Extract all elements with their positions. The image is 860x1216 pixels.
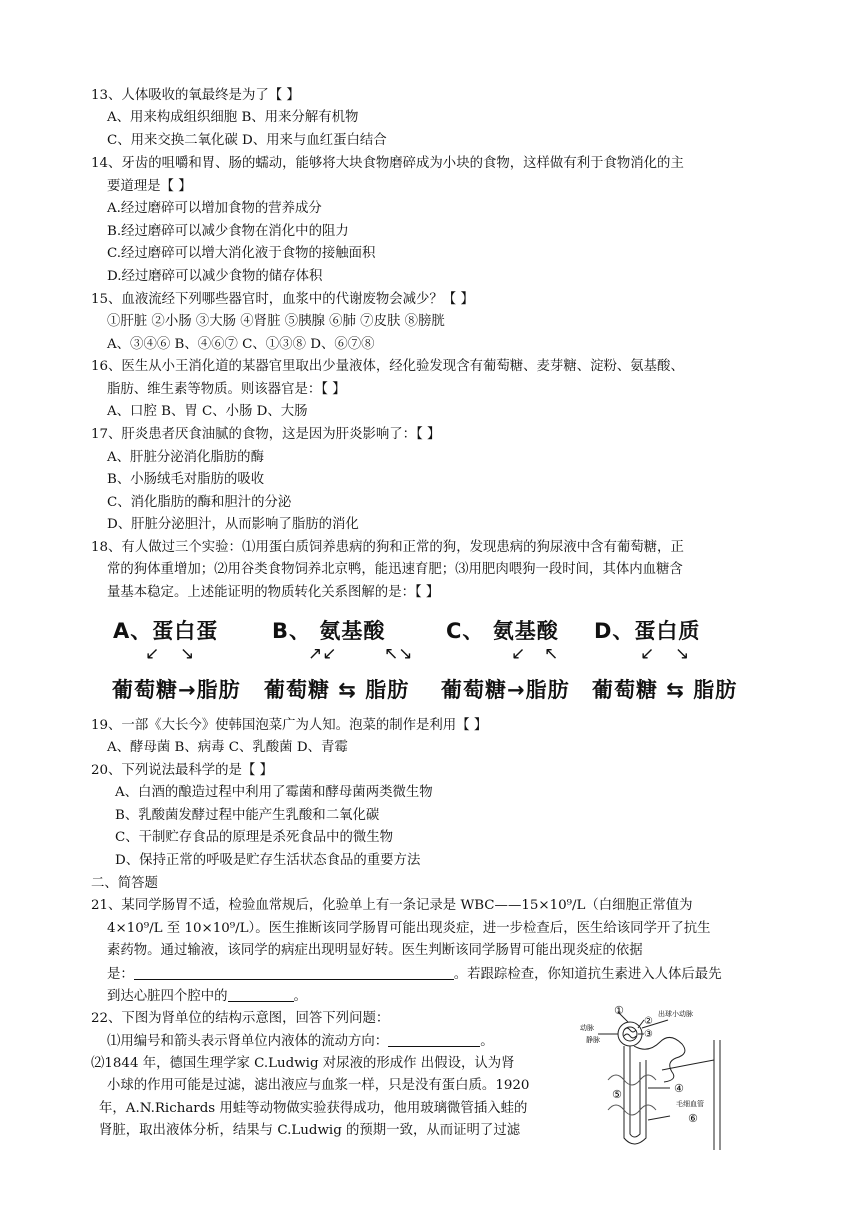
q20-stem: 20、下列说法最科学的是【 】 <box>91 763 273 778</box>
q20-option-c: C、干制贮存食品的原理是杀死食品中的微生物 <box>115 830 394 845</box>
q21-answer-blank-2[interactable] <box>228 987 294 1002</box>
q18-stem: 18、有人做过三个实验：⑴用蛋白质饲养患病的狗和正常的狗，发现患病的狗尿液中含有葡萄糖，正 <box>91 540 684 555</box>
q22-stem: 22、下图为肾单位的结构示意图，回答下列问题： <box>91 1011 390 1026</box>
q22-part2-line-4: 肾脏，取出液体分析，结果与 C.Ludwig 的预期一致，从而证明了过滤 <box>99 1123 521 1138</box>
q21-line5-prefix: 到达心脏四个腔中的 <box>107 989 228 1004</box>
q21-answer-blank-1[interactable] <box>134 965 454 980</box>
q13-options-ab: A、用来构成组织细胞 B、用来分解有机物 <box>107 110 359 125</box>
q17-option-a: A、肝脏分泌消化脂肪的酶 <box>107 450 264 465</box>
q13-stem: 13、人体吸收的氧最终是为了【 】 <box>91 88 300 103</box>
q21-line-3: 素药物。通过输液，该同学的病症出现明显好转。医生判断该同学肠胃可能出现炎症的依据 <box>107 943 643 958</box>
fig-label-capillary: 毛细血管 <box>676 1100 704 1108</box>
q22-part1-text: ⑴用编号和箭头表示肾单位内液体的流动方向： <box>107 1034 389 1049</box>
q19-options: A、酵母菌 B、病毒 C、乳酸菌 D、青霉 <box>107 740 348 755</box>
q17-option-c: C、消化脂肪的酶和胆汁的分泌 <box>107 495 292 510</box>
q16-stem: 16、医生从小王消化道的某器官里取出少量液体，经化验发现含有葡萄糖、麦芽糖、淀粉、氨基酸、 <box>91 359 684 374</box>
arrow-down-right-icon: ↘ <box>180 644 195 664</box>
fig-label-2: ② <box>644 1016 653 1027</box>
q20-option-d: D、保持正常的呼吸是贮存生活状态食品的重要方法 <box>115 853 421 868</box>
q22-part2-line-2: 小球的作用可能是过滤，滤出液应与血浆一样，只是没有蛋白质。1920 <box>107 1078 530 1093</box>
q21-line-2: 4×10⁹/L 至 10×10⁹/L）。医生推断该同学肠胃可能出现炎症，进一步检查后，医生给该同学开了抗生 <box>107 921 711 936</box>
q16-options: A、口腔 B、胃 C、小肠 D、大肠 <box>107 404 308 419</box>
section-heading: 二、简答题 <box>91 876 158 891</box>
q18-stem-cont: 常的狗体重增加；⑵用谷类食物饲养北京鸭，能迅速育肥；⑶用肥肉喂狗一段时间，其体内血糖含 <box>107 562 683 577</box>
q20-option-b: B、乳酸菌发酵过程中能产生乳酸和二氧化碳 <box>115 808 380 823</box>
fig-label-efferent-arteriole: 出球小动脉 <box>658 1010 693 1018</box>
fig-label-3: ③ <box>644 1029 653 1040</box>
q22-part1-end: 。 <box>480 1034 494 1049</box>
q21-line-1: 21、某同学肠胃不适，检验血常规后，化验单上有一条记录是 WBC——15×10⁹/L（白细胞正常值为 <box>91 898 693 913</box>
q22-answer-blank-1[interactable] <box>388 1032 480 1047</box>
diagram-a-top: A、蛋白蛋 <box>113 619 219 643</box>
q14-option-d: D.经过磨碎可以减少食物的储存体积 <box>107 269 323 284</box>
diagram-b-top: B、 氨基酸 <box>272 619 386 643</box>
q16-stem-cont: 脂肪、维生素等物质。则该器官是：【 】 <box>107 382 346 397</box>
diagram-b-bottom: 葡萄糖 ⇆ 脂肪 <box>264 678 410 702</box>
q14-stem-cont: 要道理是【 】 <box>107 179 192 194</box>
diagram-a-bottom: 葡萄糖→脂肪 <box>112 678 241 702</box>
q14-option-a: A.经过磨碎可以增加食物的营养成分 <box>107 201 322 216</box>
diagram-d-top: D、蛋白质 <box>594 619 701 643</box>
arrow-down-left-icon: ↙ <box>511 644 526 664</box>
arrow-down-left-icon: ↙ <box>640 644 655 664</box>
q13-options-cd: C、用来交换二氧化碳 D、用来与血红蛋白结合 <box>107 133 387 148</box>
fig-label-4: ④ <box>674 1082 684 1095</box>
fig-label-5: ⑤ <box>612 1088 622 1101</box>
q15-options: A、③④⑥ B、④⑥⑦ C、①③⑧ D、⑥⑦⑧ <box>107 337 375 352</box>
q22-part2-line-1: ⑵1844 年，德国生理学家 C.Ludwig 对尿液的形成作 出假设，认为肾 <box>91 1056 515 1071</box>
q14-stem: 14、牙齿的咀嚼和胃、肠的蠕动，能够将大块食物磨碎成为小块的食物，这样做有利于食物消化的主 <box>91 156 684 171</box>
q15-organs: ①肝脏 ②小肠 ③大肠 ④肾脏 ⑤胰腺 ⑥肺 ⑦皮肤 ⑧膀胱 <box>107 314 445 329</box>
arrow-down-right-icon: ↘ <box>675 644 690 664</box>
q19-stem: 19、一部《大长今》使韩国泡菜广为人知。泡菜的制作是利用【 】 <box>91 718 488 733</box>
q15-stem: 15、血液流经下列哪些器官时，血浆中的代谢废物会减少？【 】 <box>91 292 474 307</box>
q14-option-c: C.经过磨碎可以增大消化液于食物的接触面积 <box>107 246 376 261</box>
fig-label-1: ① <box>614 1004 624 1017</box>
fig-label-vein: 静脉 <box>586 1036 600 1044</box>
q17-option-b: B、小肠绒毛对脂肪的吸收 <box>107 472 265 487</box>
q17-stem: 17、肝炎患者厌食油腻的食物，这是因为肝炎影响了：【 】 <box>91 427 441 442</box>
q21-suffix: 。若跟踪检查，你知道抗生素进入人体后最先 <box>453 967 722 982</box>
q21-prefix: 是： <box>107 967 134 982</box>
arrow-up-left-down-right-icon: ↖↘ <box>384 644 413 664</box>
fig-label-artery: 动脉 <box>580 1024 594 1032</box>
nephron-diagram <box>578 1000 748 1158</box>
arrow-down-left-icon: ↙ <box>145 644 160 664</box>
arrow-up-left-icon: ↖ <box>544 644 559 664</box>
q20-option-a: A、白酒的酿造过程中利用了霉菌和酵母菌两类微生物 <box>115 785 433 800</box>
q18-stem-cont2: 量基本稳定。上述能证明的物质转化关系图解的是：【 】 <box>107 585 440 600</box>
q17-option-d: D、肝脏分泌胆汁，从而影响了脂肪的消化 <box>107 517 359 532</box>
q21-line-4 <box>107 965 722 984</box>
q22-part2-line-3: 年，A.N.Richards 用蛙等动物做实验获得成功，他用玻璃微管插入蛙的 <box>99 1101 528 1116</box>
q21-line-5 <box>107 987 307 1006</box>
q21-line5-suffix: 。 <box>293 989 307 1004</box>
q22-part1 <box>107 1032 494 1051</box>
arrow-up-right-down-left-icon: ↗↙ <box>308 644 337 664</box>
q14-option-b: B.经过磨碎可以减少食物在消化中的阻力 <box>107 224 349 239</box>
diagram-c-top: C、 氨基酸 <box>446 619 559 643</box>
fig-label-6: ⑥ <box>688 1112 698 1125</box>
diagram-c-bottom: 葡萄糖→脂肪 <box>441 678 570 702</box>
diagram-d-bottom: 葡萄糖 ⇆ 脂肪 <box>592 678 738 702</box>
